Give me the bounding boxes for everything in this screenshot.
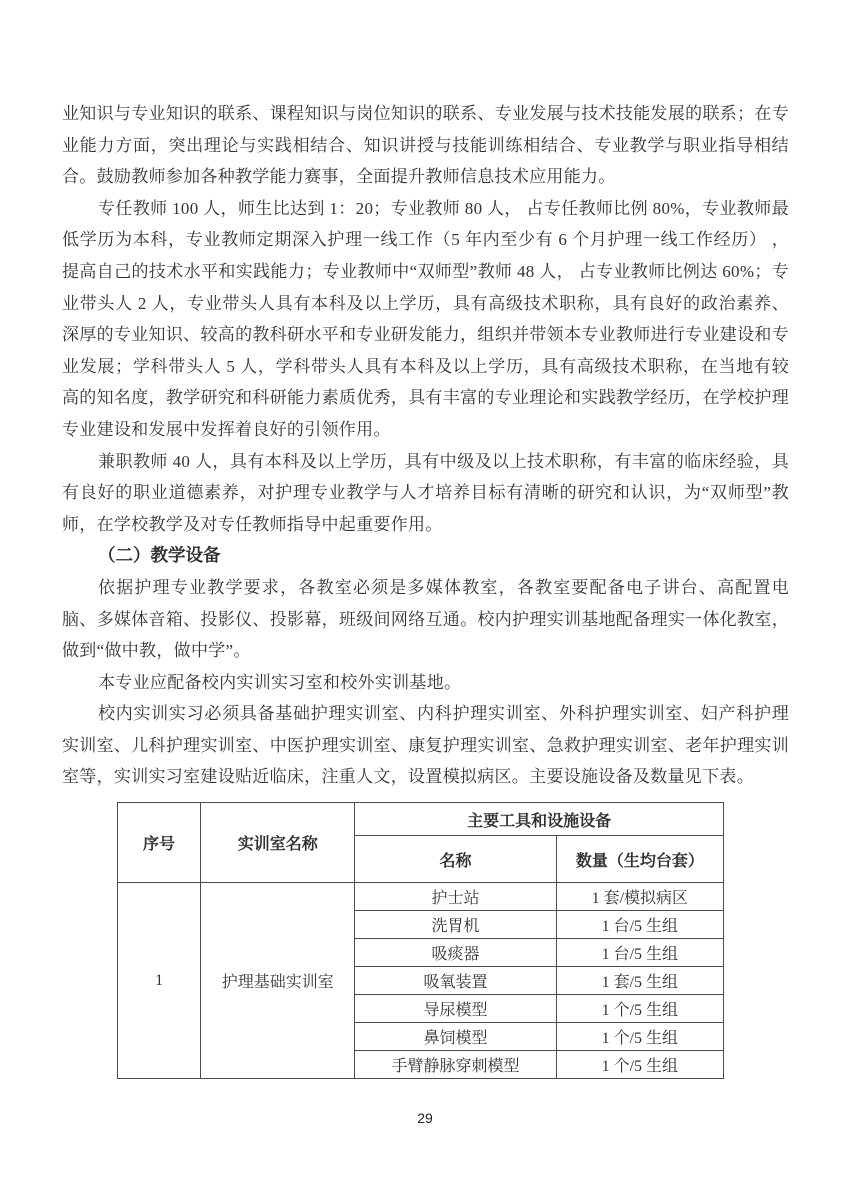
- section-heading-teaching-equipment: （二）教学设备: [98, 545, 221, 566]
- table-header-row-group: [118, 803, 724, 836]
- header-index: 序号: [118, 803, 201, 883]
- cell-quantity: 1 个/5 生组: [556, 995, 723, 1023]
- document-content: [62, 98, 789, 1079]
- cell-equipment-name: 手臂静脉穿刺模型: [355, 1051, 556, 1079]
- cell-equipment-name: 护士站: [355, 883, 556, 911]
- paragraph-parttime-teachers: 兼职教师 40 人，具有本科及以上学历，具有中级及以上技术职称，有丰富的临床经验，具有良好的职业道德素养，对护理专业教学与人才培养目标有清晰的研究和认识，为“双师型”教师，在学校教学及对专任教师指导中起重要作用。: [62, 451, 789, 534]
- paragraph-training-room-list: 校内实训实习必须具备基础护理实训室、内科护理实训室、外科护理实训室、妇产科护理实训室、儿科护理实训室、中医护理实训室、康复护理实训室、急救护理实训室、老年护理实训室等，实训实习室建设贴近临床，注重人文，设置模拟病区。主要设施设备及数量见下表。: [62, 704, 789, 787]
- cell-equipment-name: 洗胃机: [355, 911, 556, 939]
- header-room-name: 实训室名称: [201, 803, 355, 883]
- cell-quantity: 1 套/模拟病区: [556, 883, 723, 911]
- equipment-table: [117, 802, 724, 1079]
- cell-equipment-name: 导尿模型: [355, 995, 556, 1023]
- paragraph-teaching-ability: 业知识与专业知识的联系、课程知识与岗位知识的联系、专业发展与技术技能发展的联系；在专业能力方面，突出理论与实践相结合、知识讲授与技能训练相结合、专业教学与职业指导相结合。鼓励教师参加各种教学能力赛事，全面提升教师信息技术应用能力。: [62, 104, 789, 187]
- cell-equipment-name: 吸氧装置: [355, 967, 556, 995]
- header-tools-group: 主要工具和设施设备: [355, 803, 724, 836]
- cell-quantity: 1 个/5 生组: [556, 1023, 723, 1051]
- page-number: 29: [417, 1110, 433, 1126]
- table-row: [118, 883, 724, 911]
- cell-room-index: 1: [118, 883, 201, 1079]
- cell-quantity: 1 台/5 生组: [556, 911, 723, 939]
- cell-room-name: 护理基础实训室: [201, 883, 355, 1079]
- cell-equipment-name: 吸痰器: [355, 939, 556, 967]
- header-quantity: 数量（生均台套）: [556, 836, 723, 883]
- paragraph-fulltime-teachers: 专任教师 100 人，师生比达到 1：20；专业教师 80 人， 占专任教师比例 80%，专业教师最低学历为本科，专业教师定期深入护理一线工作（5 年内至少有 6 个月护理一线工作经历） ，提高自己的技术水平和实践能力；专业教师中“双师型”教师 48 人， 占专业教师比例达 60%；专业带头人 2 人，专业带头人具有本科及以上学历，具有高级技术职称，具有良好的政治素养、深厚的专业知识、较高的教科研水平和专业研发能力，组织并带领本专业教师进行专业建设和专业发展；学科带头人 5 人，学科带头人具有本科及以上学历，具有高级技术职称，在当地有较高的知名度，教学研究和科研能力素质优秀，具有丰富的专业理论和实践教学经历，在学校护理专业建设和发展中发挥着良好的引领作用。: [62, 198, 789, 439]
- paragraph-training-rooms-needed: 本专业应配备校内实训实习室和校外实训基地。: [98, 672, 462, 692]
- paragraph-classroom-requirements: 依据护理专业教学要求，各教室必须是多媒体教室，各教室要配备电子讲台、高配置电脑、多媒体音箱、投影仪、投影幕，班级间网络互通。校内护理实训基地配备理实一体化教室，做到“做中教，做中学”。: [62, 577, 789, 661]
- cell-quantity: 1 台/5 生组: [556, 939, 723, 967]
- cell-quantity: 1 套/5 生组: [556, 967, 723, 995]
- cell-quantity: 1 个/5 生组: [556, 1051, 723, 1079]
- header-equipment-name: 名称: [355, 836, 556, 883]
- cell-equipment-name: 鼻饲模型: [355, 1023, 556, 1051]
